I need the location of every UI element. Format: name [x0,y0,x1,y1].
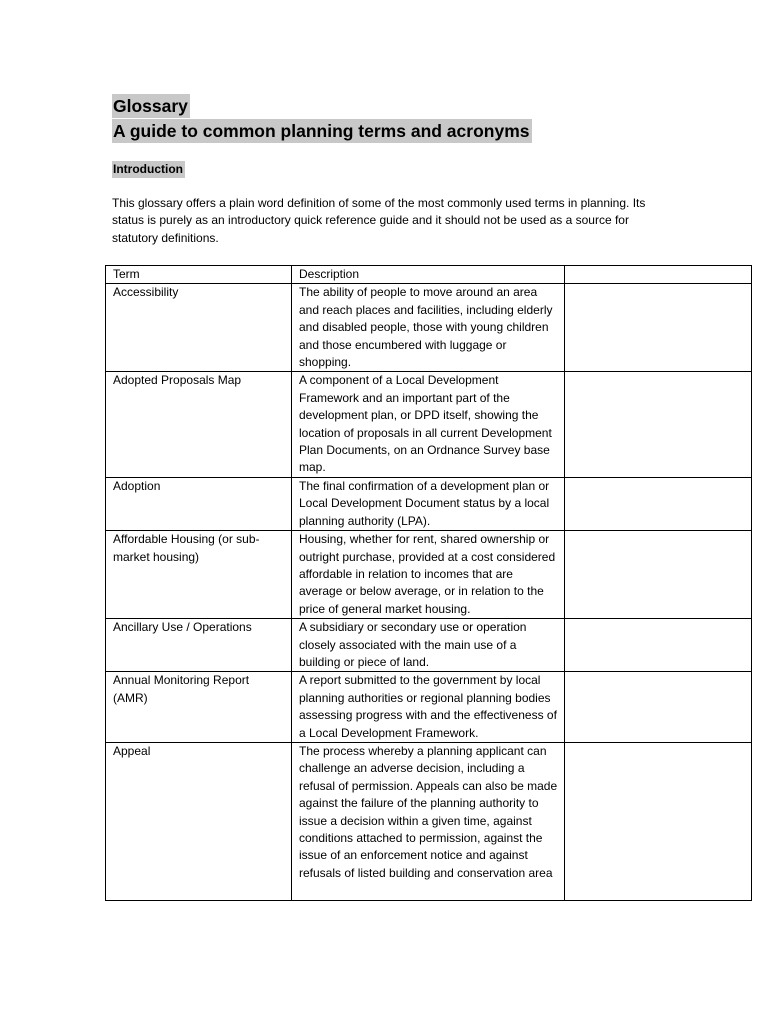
term-cell: Affordable Housing (or sub-market housing) [106,531,292,619]
table-row [106,619,752,672]
glossary-table [105,265,752,901]
description-cell: The final confirmation of a development plan or Local Development Document status by a local planning authority (LPA). [292,477,565,530]
header-description: Description [292,266,565,284]
intro-paragraph: This glossary offers a plain word definition of some of the most commonly used terms in planning. Its status is purely as an introductory quick reference guide and it should not be used as a source for statutory definitions. [112,196,646,245]
term-cell: Appeal [106,742,292,900]
table-header-row [106,266,752,284]
header-term: Term [106,266,292,284]
table-row [106,477,752,530]
term-cell: Annual Monitoring Report (AMR) [106,672,292,743]
table-row [106,372,752,477]
term-cell: Ancillary Use / Operations [106,619,292,672]
empty-cell [565,284,752,372]
header-notes [565,266,752,284]
empty-cell [565,742,752,900]
document-subtitle: A guide to common planning terms and acronyms [113,121,530,141]
term-cell: Accessibility [106,284,292,372]
description-cell: Housing, whether for rent, shared ownership or outright purchase, provided at a cost considered affordable in relation to incomes that are average or below average, or in relation to the price of general market housing. [292,531,565,619]
term-cell: Adoption [106,477,292,530]
table-row [106,742,752,900]
table-row [106,284,752,372]
description-cell: The ability of people to move around an area and reach places and facilities, including elderly and disabled people, those with young children and those encumbered with luggage or shopping. [292,284,565,372]
empty-cell [565,619,752,672]
table-row [106,531,752,619]
table-row [106,672,752,743]
empty-cell [565,531,752,619]
empty-cell [565,372,752,477]
empty-cell [565,477,752,530]
empty-cell [565,672,752,743]
intro-heading: Introduction [113,162,183,176]
document-title: Glossary [113,96,188,116]
description-cell: A subsidiary or secondary use or operation closely associated with the main use of a building or piece of land. [292,619,565,672]
description-cell: A component of a Local Development Framework and an important part of the development plan, or DPD itself, showing the location of proposals in all current Development Plan Documents, on an Ordnance Survey base map. [292,372,565,477]
description-cell: The process whereby a planning applicant can challenge an adverse decision, including a refusal of permission. Appeals can also be made against the failure of the planning authority to issue a decision within a given time, against conditions attached to permission, against the issue of an enforcement notice and against refusals of listed building and conservation area [292,742,565,900]
description-cell: A report submitted to the government by local planning authorities or regional planning bodies assessing progress with and the effectiveness of a Local Development Framework. [292,672,565,743]
title-block [112,94,532,143]
term-cell: Adopted Proposals Map [106,372,292,477]
